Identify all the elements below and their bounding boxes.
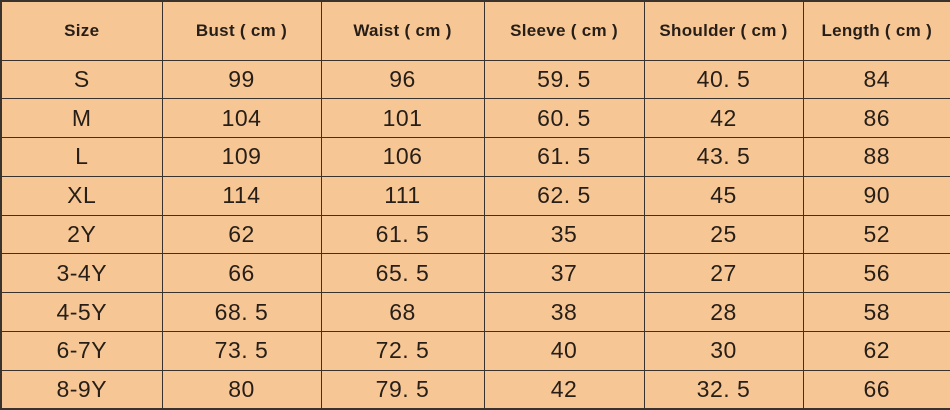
cell-waist: 111 [321, 176, 484, 215]
cell-length: 66 [803, 370, 950, 409]
cell-bust: 80 [162, 370, 321, 409]
cell-length: 88 [803, 138, 950, 177]
cell-size: 6-7Y [1, 332, 162, 371]
cell-length: 62 [803, 332, 950, 371]
column-header-sleeve: Sleeve ( cm ) [484, 1, 644, 60]
cell-size: M [1, 99, 162, 138]
cell-waist: 106 [321, 138, 484, 177]
cell-sleeve: 61. 5 [484, 138, 644, 177]
cell-waist: 61. 5 [321, 215, 484, 254]
column-header-waist: Waist ( cm ) [321, 1, 484, 60]
cell-size: XL [1, 176, 162, 215]
cell-shoulder: 27 [644, 254, 803, 293]
cell-sleeve: 37 [484, 254, 644, 293]
column-header-bust: Bust ( cm ) [162, 1, 321, 60]
size-chart-header [1, 1, 950, 60]
cell-shoulder: 25 [644, 215, 803, 254]
cell-shoulder: 42 [644, 99, 803, 138]
table-row-4-5y [1, 293, 950, 332]
cell-sleeve: 60. 5 [484, 99, 644, 138]
cell-waist: 68 [321, 293, 484, 332]
cell-bust: 68. 5 [162, 293, 321, 332]
header-row [1, 1, 950, 60]
cell-bust: 73. 5 [162, 332, 321, 371]
cell-size: 3-4Y [1, 254, 162, 293]
cell-sleeve: 40 [484, 332, 644, 371]
cell-sleeve: 38 [484, 293, 644, 332]
cell-size: 8-9Y [1, 370, 162, 409]
column-header-size: Size [1, 1, 162, 60]
column-header-shoulder: Shoulder ( cm ) [644, 1, 803, 60]
cell-length: 56 [803, 254, 950, 293]
cell-length: 84 [803, 60, 950, 99]
cell-shoulder: 30 [644, 332, 803, 371]
cell-size: S [1, 60, 162, 99]
table-row-8-9y [1, 370, 950, 409]
table-row-xl [1, 176, 950, 215]
cell-length: 52 [803, 215, 950, 254]
cell-length: 86 [803, 99, 950, 138]
size-chart-body [1, 60, 950, 409]
cell-sleeve: 62. 5 [484, 176, 644, 215]
table-row-2y [1, 215, 950, 254]
cell-size: L [1, 138, 162, 177]
table-row-6-7y [1, 332, 950, 371]
cell-size: 2Y [1, 215, 162, 254]
cell-waist: 79. 5 [321, 370, 484, 409]
cell-waist: 72. 5 [321, 332, 484, 371]
cell-length: 90 [803, 176, 950, 215]
table-row-3-4y [1, 254, 950, 293]
cell-sleeve: 35 [484, 215, 644, 254]
cell-sleeve: 59. 5 [484, 60, 644, 99]
cell-shoulder: 45 [644, 176, 803, 215]
table-row-l [1, 138, 950, 177]
column-header-length: Length ( cm ) [803, 1, 950, 60]
cell-size: 4-5Y [1, 293, 162, 332]
cell-waist: 101 [321, 99, 484, 138]
cell-shoulder: 43. 5 [644, 138, 803, 177]
cell-bust: 104 [162, 99, 321, 138]
cell-waist: 65. 5 [321, 254, 484, 293]
cell-length: 58 [803, 293, 950, 332]
table-row-s [1, 60, 950, 99]
cell-bust: 62 [162, 215, 321, 254]
cell-bust: 99 [162, 60, 321, 99]
cell-waist: 96 [321, 60, 484, 99]
cell-shoulder: 40. 5 [644, 60, 803, 99]
table-row-m [1, 99, 950, 138]
cell-bust: 114 [162, 176, 321, 215]
cell-bust: 66 [162, 254, 321, 293]
cell-sleeve: 42 [484, 370, 644, 409]
cell-bust: 109 [162, 138, 321, 177]
cell-shoulder: 28 [644, 293, 803, 332]
cell-shoulder: 32. 5 [644, 370, 803, 409]
